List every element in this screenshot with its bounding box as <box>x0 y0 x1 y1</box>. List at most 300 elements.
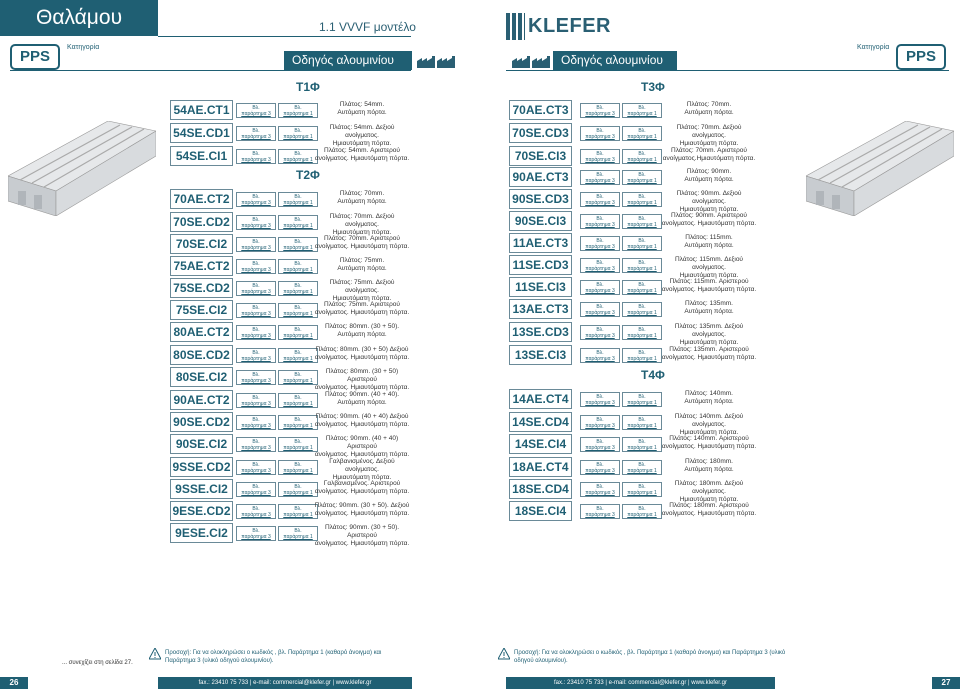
ref-link[interactable]: παράρτημα 3 <box>585 490 615 496</box>
ref-label: Βλ. <box>638 327 646 333</box>
ref-link[interactable]: παράρτημα 3 <box>585 157 615 163</box>
product-description <box>659 323 759 347</box>
product-code: 70SE.CI3 <box>509 146 572 166</box>
ref-label: Βλ. <box>252 417 260 423</box>
desc-line: Ημιαυτόματη πόρτα. <box>679 272 739 279</box>
desc-line: Πλάτος: 70mm. Δεξιού ανοίγματος. <box>329 213 395 228</box>
appendix-1-ref[interactable] <box>622 392 662 407</box>
appendix-1-ref[interactable] <box>622 302 662 317</box>
appendix-3-ref[interactable] <box>236 415 276 430</box>
ref-label: Βλ. <box>294 439 302 445</box>
ref-label: Βλ. <box>252 217 260 223</box>
appendix-3-ref[interactable] <box>236 526 276 541</box>
ref-link[interactable]: παράρτημα 3 <box>241 267 271 273</box>
factory-icon <box>512 56 530 68</box>
ref-link[interactable]: παράρτημα 1 <box>283 200 313 206</box>
ref-label: Βλ. <box>596 216 604 222</box>
desc-line: Πλάτος: 90mm. Αριστερού <box>671 212 747 219</box>
desc-line: ανοίγματος. Ημιαυτόματη πόρτα. <box>661 354 757 361</box>
ref-link[interactable]: παράρτημα 1 <box>283 356 313 362</box>
appendix-1-ref[interactable] <box>622 170 662 185</box>
appendix-3-ref[interactable] <box>236 370 276 385</box>
product-code: 11AE.CT3 <box>509 233 572 253</box>
ref-link[interactable]: παράρτημα 3 <box>241 423 271 429</box>
desc-line: Ημιαυτόματη πόρτα. <box>679 206 739 213</box>
product-row <box>509 501 771 522</box>
appendix-1-ref[interactable] <box>622 280 662 295</box>
product-code: 18SE.CD4 <box>509 479 572 499</box>
ref-link[interactable]: παράρτημα 1 <box>627 356 657 362</box>
ref-label: Βλ. <box>638 172 646 178</box>
ref-link[interactable]: παράρτημα 3 <box>241 490 271 496</box>
product-description <box>312 257 412 273</box>
category-label-right: Κατηγορία <box>857 44 890 51</box>
appendix-3-ref[interactable] <box>580 482 620 497</box>
product-row <box>170 123 412 147</box>
ref-label: Βλ. <box>252 372 260 378</box>
ref-label: Βλ. <box>294 194 302 200</box>
desc-line: Αυτόματη πόρτα. <box>684 398 734 405</box>
product-row <box>170 457 412 481</box>
appendix-3-ref[interactable] <box>236 126 276 141</box>
product-row <box>509 211 771 232</box>
ref-link[interactable]: παράρτημα 3 <box>585 468 615 474</box>
ref-label: Βλ. <box>294 395 302 401</box>
ref-label: Βλ. <box>294 417 302 423</box>
product-code: 75SE.CD2 <box>170 278 233 298</box>
desc-line: Πλάτος: 115mm. <box>685 234 733 241</box>
ref-label: Βλ. <box>252 305 260 311</box>
product-row <box>170 212 412 236</box>
product-description <box>312 435 412 459</box>
product-code: 9ESE.CI2 <box>170 523 233 543</box>
product-description <box>659 435 759 451</box>
ref-label: Βλ. <box>638 484 646 490</box>
ref-link[interactable]: παράρτημα 1 <box>627 512 657 518</box>
ref-link[interactable]: παράρτημα 1 <box>283 267 313 273</box>
product-row <box>509 255 771 279</box>
desc-line: Πλάτος: 140mm. Δεξιού ανοίγματος. <box>674 413 744 428</box>
product-code: 90AE.CT2 <box>170 390 233 410</box>
ref-link[interactable]: παράρτημα 3 <box>241 134 271 140</box>
ref-link[interactable]: παράρτημα 1 <box>283 512 313 518</box>
product-description <box>659 278 759 294</box>
ref-link[interactable]: παράρτημα 3 <box>241 311 271 317</box>
product-code: 80SE.CD2 <box>170 345 233 365</box>
ref-link[interactable]: παράρτημα 3 <box>241 512 271 518</box>
desc-line: Ημιαυτόματη πόρτα. <box>332 140 392 147</box>
ref-link[interactable]: παράρτημα 1 <box>627 310 657 316</box>
ref-label: Βλ. <box>638 282 646 288</box>
section-heading: Τ4Φ <box>641 368 665 382</box>
product-description <box>312 124 412 148</box>
ref-link[interactable]: παράρτημα 1 <box>627 288 657 294</box>
pps-badge-left: PPS <box>10 44 60 70</box>
product-description <box>659 300 759 316</box>
ref-label: Βλ. <box>294 283 302 289</box>
product-description <box>312 480 412 496</box>
appendix-3-ref[interactable] <box>236 149 276 164</box>
ref-label: Βλ. <box>294 506 302 512</box>
ref-link[interactable]: παράρτημα 3 <box>585 423 615 429</box>
ref-label: Βλ. <box>294 151 302 157</box>
appendix-1-ref[interactable] <box>622 103 662 118</box>
section-banner-right: Οδηγός αλουμινίου <box>553 51 677 70</box>
ref-link[interactable]: παράρτημα 3 <box>585 445 615 451</box>
ref-label: Βλ. <box>596 394 604 400</box>
appendix-1-ref[interactable] <box>622 192 662 207</box>
appendix-1-ref[interactable] <box>622 504 662 519</box>
ref-link[interactable]: παράρτημα 1 <box>283 333 313 339</box>
appendix-3-ref[interactable] <box>580 258 620 273</box>
ref-link[interactable]: παράρτημα 3 <box>585 266 615 272</box>
ref-link[interactable]: παράρτημα 1 <box>283 223 313 229</box>
desc-line: Πλάτος: 70mm. <box>339 190 385 197</box>
product-description <box>659 502 759 518</box>
appendix-3-ref[interactable] <box>236 237 276 252</box>
ref-link[interactable]: παράρτημα 1 <box>283 445 313 451</box>
desc-line: Πλάτος: 90mm. Δεξιού ανοίγματος. <box>676 190 742 205</box>
desc-line: Ημιαυτόματη πόρτα. <box>332 229 392 236</box>
ref-link[interactable]: παράρτημα 1 <box>627 423 657 429</box>
ref-label: Βλ. <box>294 528 302 534</box>
desc-line: ανοίγματος. Ημιαυτόματη πόρτα. <box>661 443 757 450</box>
product-row <box>170 523 412 547</box>
product-code: 54SE.CI1 <box>170 146 233 166</box>
ref-link[interactable]: παράρτημα 3 <box>585 512 615 518</box>
appendix-3-ref[interactable] <box>236 482 276 497</box>
desc-line: Πλάτος: 135mm. Αριστερού <box>669 346 749 353</box>
desc-line: Πλάτος: 80mm. (30 + 50) Αριστερού <box>325 368 399 383</box>
ref-label: Βλ. <box>596 327 604 333</box>
ref-link[interactable]: παράρτημα 1 <box>283 311 313 317</box>
ref-label: Βλ. <box>596 151 604 157</box>
product-row <box>509 434 771 455</box>
ref-label: Βλ. <box>252 261 260 267</box>
desc-line: Πλάτος: 54mm. <box>339 101 385 108</box>
page-number-left: 26 <box>0 677 28 689</box>
ref-link[interactable]: παράρτημα 1 <box>627 490 657 496</box>
ref-label: Βλ. <box>294 372 302 378</box>
appendix-3-ref[interactable] <box>580 504 620 519</box>
ref-link[interactable]: παράρτημα 3 <box>241 356 271 362</box>
ref-label: Βλ. <box>294 217 302 223</box>
appendix-3-ref[interactable] <box>580 392 620 407</box>
appendix-3-ref[interactable] <box>236 437 276 452</box>
product-description <box>312 323 412 339</box>
logo-icon <box>506 13 525 40</box>
product-code: 18AE.CT4 <box>509 457 572 477</box>
product-code: 90SE.CI3 <box>509 211 572 231</box>
appendix-3-ref[interactable] <box>236 504 276 519</box>
ref-link[interactable]: παράρτημα 1 <box>627 445 657 451</box>
desc-line: Πλάτος: 70mm. Αριστερού <box>671 147 747 154</box>
appendix-3-ref[interactable] <box>580 280 620 295</box>
ref-link[interactable]: παράρτημα 3 <box>241 401 271 407</box>
product-description <box>312 101 412 117</box>
appendix-1-ref[interactable] <box>622 258 662 273</box>
product-description <box>659 101 759 117</box>
ref-link[interactable]: παράρτημα 3 <box>585 222 615 228</box>
product-description <box>659 390 759 406</box>
ref-link[interactable]: παράρτημα 3 <box>241 468 271 474</box>
desc-line: Πλάτος: 70mm. Αριστερού <box>324 235 400 242</box>
ref-link[interactable]: παράρτημα 3 <box>585 244 615 250</box>
appendix-3-ref[interactable] <box>580 192 620 207</box>
appendix-3-ref[interactable] <box>236 325 276 340</box>
appendix-3-ref[interactable] <box>580 236 620 251</box>
ref-link[interactable]: παράρτημα 3 <box>241 111 271 117</box>
ref-link[interactable]: παράρτημα 1 <box>627 178 657 184</box>
desc-line: Γαλβανισμένος. Δεξιού ανοίγματος. <box>329 458 395 473</box>
product-description <box>312 391 412 407</box>
ref-link[interactable]: παράρτημα 3 <box>241 445 271 451</box>
desc-line: Ημιαυτόματη πόρτα. <box>679 339 739 346</box>
appendix-1-ref[interactable] <box>622 126 662 141</box>
ref-link[interactable]: παράρτημα 3 <box>241 223 271 229</box>
ref-link[interactable]: παράρτημα 3 <box>241 534 271 540</box>
warning-icon <box>149 648 161 660</box>
desc-line: ανοίγματος. Ημιαυτόματη πόρτα. <box>314 309 410 316</box>
appendix-1-ref[interactable] <box>622 149 662 164</box>
product-description <box>659 458 759 474</box>
ref-link[interactable]: παράρτημα 1 <box>283 401 313 407</box>
header-rule <box>158 36 411 37</box>
product-row <box>170 234 412 255</box>
ref-label: Βλ. <box>252 506 260 512</box>
appendix-3-ref[interactable] <box>580 103 620 118</box>
appendix-3-ref[interactable] <box>236 103 276 118</box>
ref-link[interactable]: παράρτημα 1 <box>627 157 657 163</box>
ref-link[interactable]: παράρτημα 1 <box>283 289 313 295</box>
product-description <box>659 168 759 184</box>
ref-label: Βλ. <box>596 172 604 178</box>
ref-link[interactable]: παράρτημα 1 <box>283 490 313 496</box>
appendix-1-ref[interactable] <box>622 437 662 452</box>
ref-link[interactable]: παράρτημα 1 <box>627 400 657 406</box>
appendix-3-ref[interactable] <box>236 192 276 207</box>
ref-label: Βλ. <box>638 350 646 356</box>
ref-link[interactable]: παράρτημα 1 <box>283 468 313 474</box>
desc-line: ανοίγματος. Ημιαυτόματη πόρτα. <box>314 243 410 250</box>
ref-link[interactable]: παράρτημα 3 <box>241 157 271 163</box>
section-banner-left: Οδηγός αλουμινίου <box>284 51 412 70</box>
ref-link[interactable]: παράρτημα 1 <box>627 244 657 250</box>
desc-line: Πλάτος: 70mm. Δεξιού ανοίγματος. <box>676 124 742 139</box>
desc-line: Πλάτος: 115mm. Δεξιού ανοίγματος. <box>674 256 743 271</box>
ref-label: Βλ. <box>596 304 604 310</box>
product-row <box>509 457 771 478</box>
ref-label: Βλ. <box>294 305 302 311</box>
appendix-3-ref[interactable] <box>580 170 620 185</box>
desc-line: Πλάτος: 80mm. (30 + 50). <box>324 323 400 330</box>
ref-link[interactable]: παράρτημα 3 <box>241 200 271 206</box>
ref-label: Βλ. <box>638 194 646 200</box>
appendix-3-ref[interactable] <box>236 348 276 363</box>
ref-link[interactable]: παράρτημα 3 <box>585 356 615 362</box>
desc-line: ανοίγματος. Ημιαυτόματη πόρτα. <box>314 488 410 495</box>
ref-link[interactable]: παράρτημα 3 <box>585 134 615 140</box>
ref-link[interactable]: παράρτημα 1 <box>627 468 657 474</box>
appendix-3-ref[interactable] <box>580 437 620 452</box>
ref-link[interactable]: παράρτημα 3 <box>585 111 615 117</box>
product-row <box>170 189 412 210</box>
product-description <box>312 190 412 206</box>
ref-label: Βλ. <box>294 239 302 245</box>
desc-line: Αυτόματη πόρτα. <box>684 176 734 183</box>
ref-label: Βλ. <box>252 327 260 333</box>
product-description <box>659 124 759 148</box>
ref-label: Βλ. <box>252 395 260 401</box>
appendix-3-ref[interactable] <box>580 460 620 475</box>
product-row <box>170 146 412 167</box>
warning-icon <box>498 648 510 660</box>
product-code: 54AE.CT1 <box>170 100 233 120</box>
product-code: 80AE.CT2 <box>170 322 233 342</box>
ref-link[interactable]: παράρτημα 1 <box>283 245 313 251</box>
product-code: 13SE.CD3 <box>509 322 572 342</box>
ref-link[interactable]: παράρτημα 1 <box>283 534 313 540</box>
ref-label: Βλ. <box>294 462 302 468</box>
ref-label: Βλ. <box>252 484 260 490</box>
ref-link[interactable]: παράρτημα 1 <box>283 157 313 163</box>
appendix-1-ref[interactable] <box>622 415 662 430</box>
ref-label: Βλ. <box>596 417 604 423</box>
desc-line: ανοίγματος. Ημιαυτόματη πόρτα. <box>314 354 410 361</box>
product-description <box>312 147 412 163</box>
desc-line: Πλάτος: 70mm. <box>686 101 732 108</box>
ref-label: Βλ. <box>638 216 646 222</box>
product-code: 75SE.CI2 <box>170 300 233 320</box>
ref-label: Βλ. <box>596 439 604 445</box>
desc-line: Αυτόματη πόρτα. <box>337 265 387 272</box>
ref-link[interactable]: παράρτημα 3 <box>585 288 615 294</box>
product-description <box>659 147 759 163</box>
product-code: 90SE.CI2 <box>170 434 233 454</box>
ref-link[interactable]: παράρτημα 3 <box>585 310 615 316</box>
ref-link[interactable]: παράρτημα 3 <box>585 333 615 339</box>
product-row <box>170 479 412 500</box>
ref-link[interactable]: παράρτημα 1 <box>283 111 313 117</box>
desc-line: Αυτόματη πόρτα. <box>684 466 734 473</box>
ref-link[interactable]: παράρτημα 1 <box>627 111 657 117</box>
factory-icon <box>417 56 435 68</box>
desc-line: ανοίγματος. Ημιαυτόματη πόρτα. <box>314 421 410 428</box>
ref-link[interactable]: παράρτημα 1 <box>283 134 313 140</box>
section-heading: Τ3Φ <box>641 80 665 94</box>
product-description <box>312 413 412 429</box>
product-code: 14SE.CI4 <box>509 434 572 454</box>
ref-label: Βλ. <box>638 506 646 512</box>
appendix-3-ref[interactable] <box>236 460 276 475</box>
ref-label: Βλ. <box>596 462 604 468</box>
product-code: 70AE.CT3 <box>509 100 572 120</box>
product-code: 70SE.CD2 <box>170 212 233 232</box>
desc-line: Ημιαυτόματη πόρτα. <box>332 295 392 302</box>
product-code: 9ESE.CD2 <box>170 501 233 521</box>
ref-link[interactable]: παράρτημα 1 <box>627 200 657 206</box>
appendix-3-ref[interactable] <box>580 214 620 229</box>
product-code: 9SSE.CD2 <box>170 457 233 477</box>
appendix-1-ref[interactable] <box>622 348 662 363</box>
ref-link[interactable]: παράρτημα 1 <box>627 266 657 272</box>
desc-line: Πλάτος: 90mm. (40 + 40). <box>324 391 400 398</box>
ref-link[interactable]: παράρτημα 3 <box>241 378 271 384</box>
appendix-3-ref[interactable] <box>236 303 276 318</box>
appendix-1-ref[interactable] <box>622 236 662 251</box>
ref-link[interactable]: παράρτημα 1 <box>283 423 313 429</box>
product-description <box>312 368 412 392</box>
desc-line: Πλάτος: 140mm. Αριστερού <box>669 435 749 442</box>
page-number-right: 27 <box>932 677 960 689</box>
desc-line: Αυτόματη πόρτα. <box>337 399 387 406</box>
appendix-1-ref[interactable] <box>622 214 662 229</box>
appendix-1-ref[interactable] <box>622 482 662 497</box>
ref-link[interactable]: παράρτημα 1 <box>627 134 657 140</box>
appendix-1-ref[interactable] <box>622 460 662 475</box>
brand-logo <box>506 13 611 40</box>
ref-link[interactable]: παράρτημα 3 <box>585 400 615 406</box>
appendix-3-ref[interactable] <box>580 149 620 164</box>
appendix-3-ref[interactable] <box>580 415 620 430</box>
desc-line: Πλάτος: 54mm. Αριστερού <box>324 147 400 154</box>
appendix-3-ref[interactable] <box>580 126 620 141</box>
contact-bar-right: fax.: 23410 75 733 | e-mail: commercial@klefer.gr | www.klefer.gr <box>506 677 775 689</box>
model-subtitle: 1.1 VVVF μοντέλο <box>319 20 416 34</box>
desc-line: Πλάτος: 75mm. <box>339 257 385 264</box>
ref-link[interactable]: παράρτημα 1 <box>283 378 313 384</box>
appendix-3-ref[interactable] <box>236 281 276 296</box>
aluminium-profile-image <box>8 121 156 216</box>
appendix-3-ref[interactable] <box>236 259 276 274</box>
page-title: Θαλάμου <box>0 0 158 36</box>
product-row <box>170 300 412 321</box>
appendix-3-ref[interactable] <box>580 325 620 340</box>
ref-link[interactable]: παράρτημα 3 <box>585 178 615 184</box>
desc-line: Αυτόματη πόρτα. <box>684 308 734 315</box>
appendix-3-ref[interactable] <box>580 348 620 363</box>
appendix-1-ref[interactable] <box>622 325 662 340</box>
ref-link[interactable]: παράρτημα 3 <box>241 245 271 251</box>
product-code: 75AE.CT2 <box>170 256 233 276</box>
desc-line: Ημιαυτόματη πόρτα. <box>679 496 739 503</box>
ref-link[interactable]: παράρτημα 3 <box>241 333 271 339</box>
ref-link[interactable]: παράρτημα 1 <box>627 222 657 228</box>
desc-line: Γαλβανισμένος. Αριστερού <box>323 480 401 487</box>
appendix-3-ref[interactable] <box>236 393 276 408</box>
ref-link[interactable]: παράρτημα 3 <box>241 289 271 295</box>
product-description <box>312 524 412 548</box>
ref-label: Βλ. <box>596 282 604 288</box>
product-code: 80SE.CI2 <box>170 367 233 387</box>
appendix-3-ref[interactable] <box>236 215 276 230</box>
ref-label: Βλ. <box>596 105 604 111</box>
ref-label: Βλ. <box>638 238 646 244</box>
ref-link[interactable]: παράρτημα 1 <box>627 333 657 339</box>
appendix-3-ref[interactable] <box>580 302 620 317</box>
pps-badge-right: PPS <box>896 44 946 70</box>
product-row <box>170 390 412 411</box>
product-code: 11SE.CD3 <box>509 255 572 275</box>
ref-label: Βλ. <box>638 304 646 310</box>
ref-link[interactable]: παράρτημα 3 <box>585 200 615 206</box>
ref-label: Βλ. <box>638 128 646 134</box>
ref-label: Βλ. <box>638 260 646 266</box>
product-row <box>170 501 412 522</box>
ref-label: Βλ. <box>638 417 646 423</box>
product-code: 90SE.CD2 <box>170 412 233 432</box>
header-rule-left <box>10 70 411 71</box>
